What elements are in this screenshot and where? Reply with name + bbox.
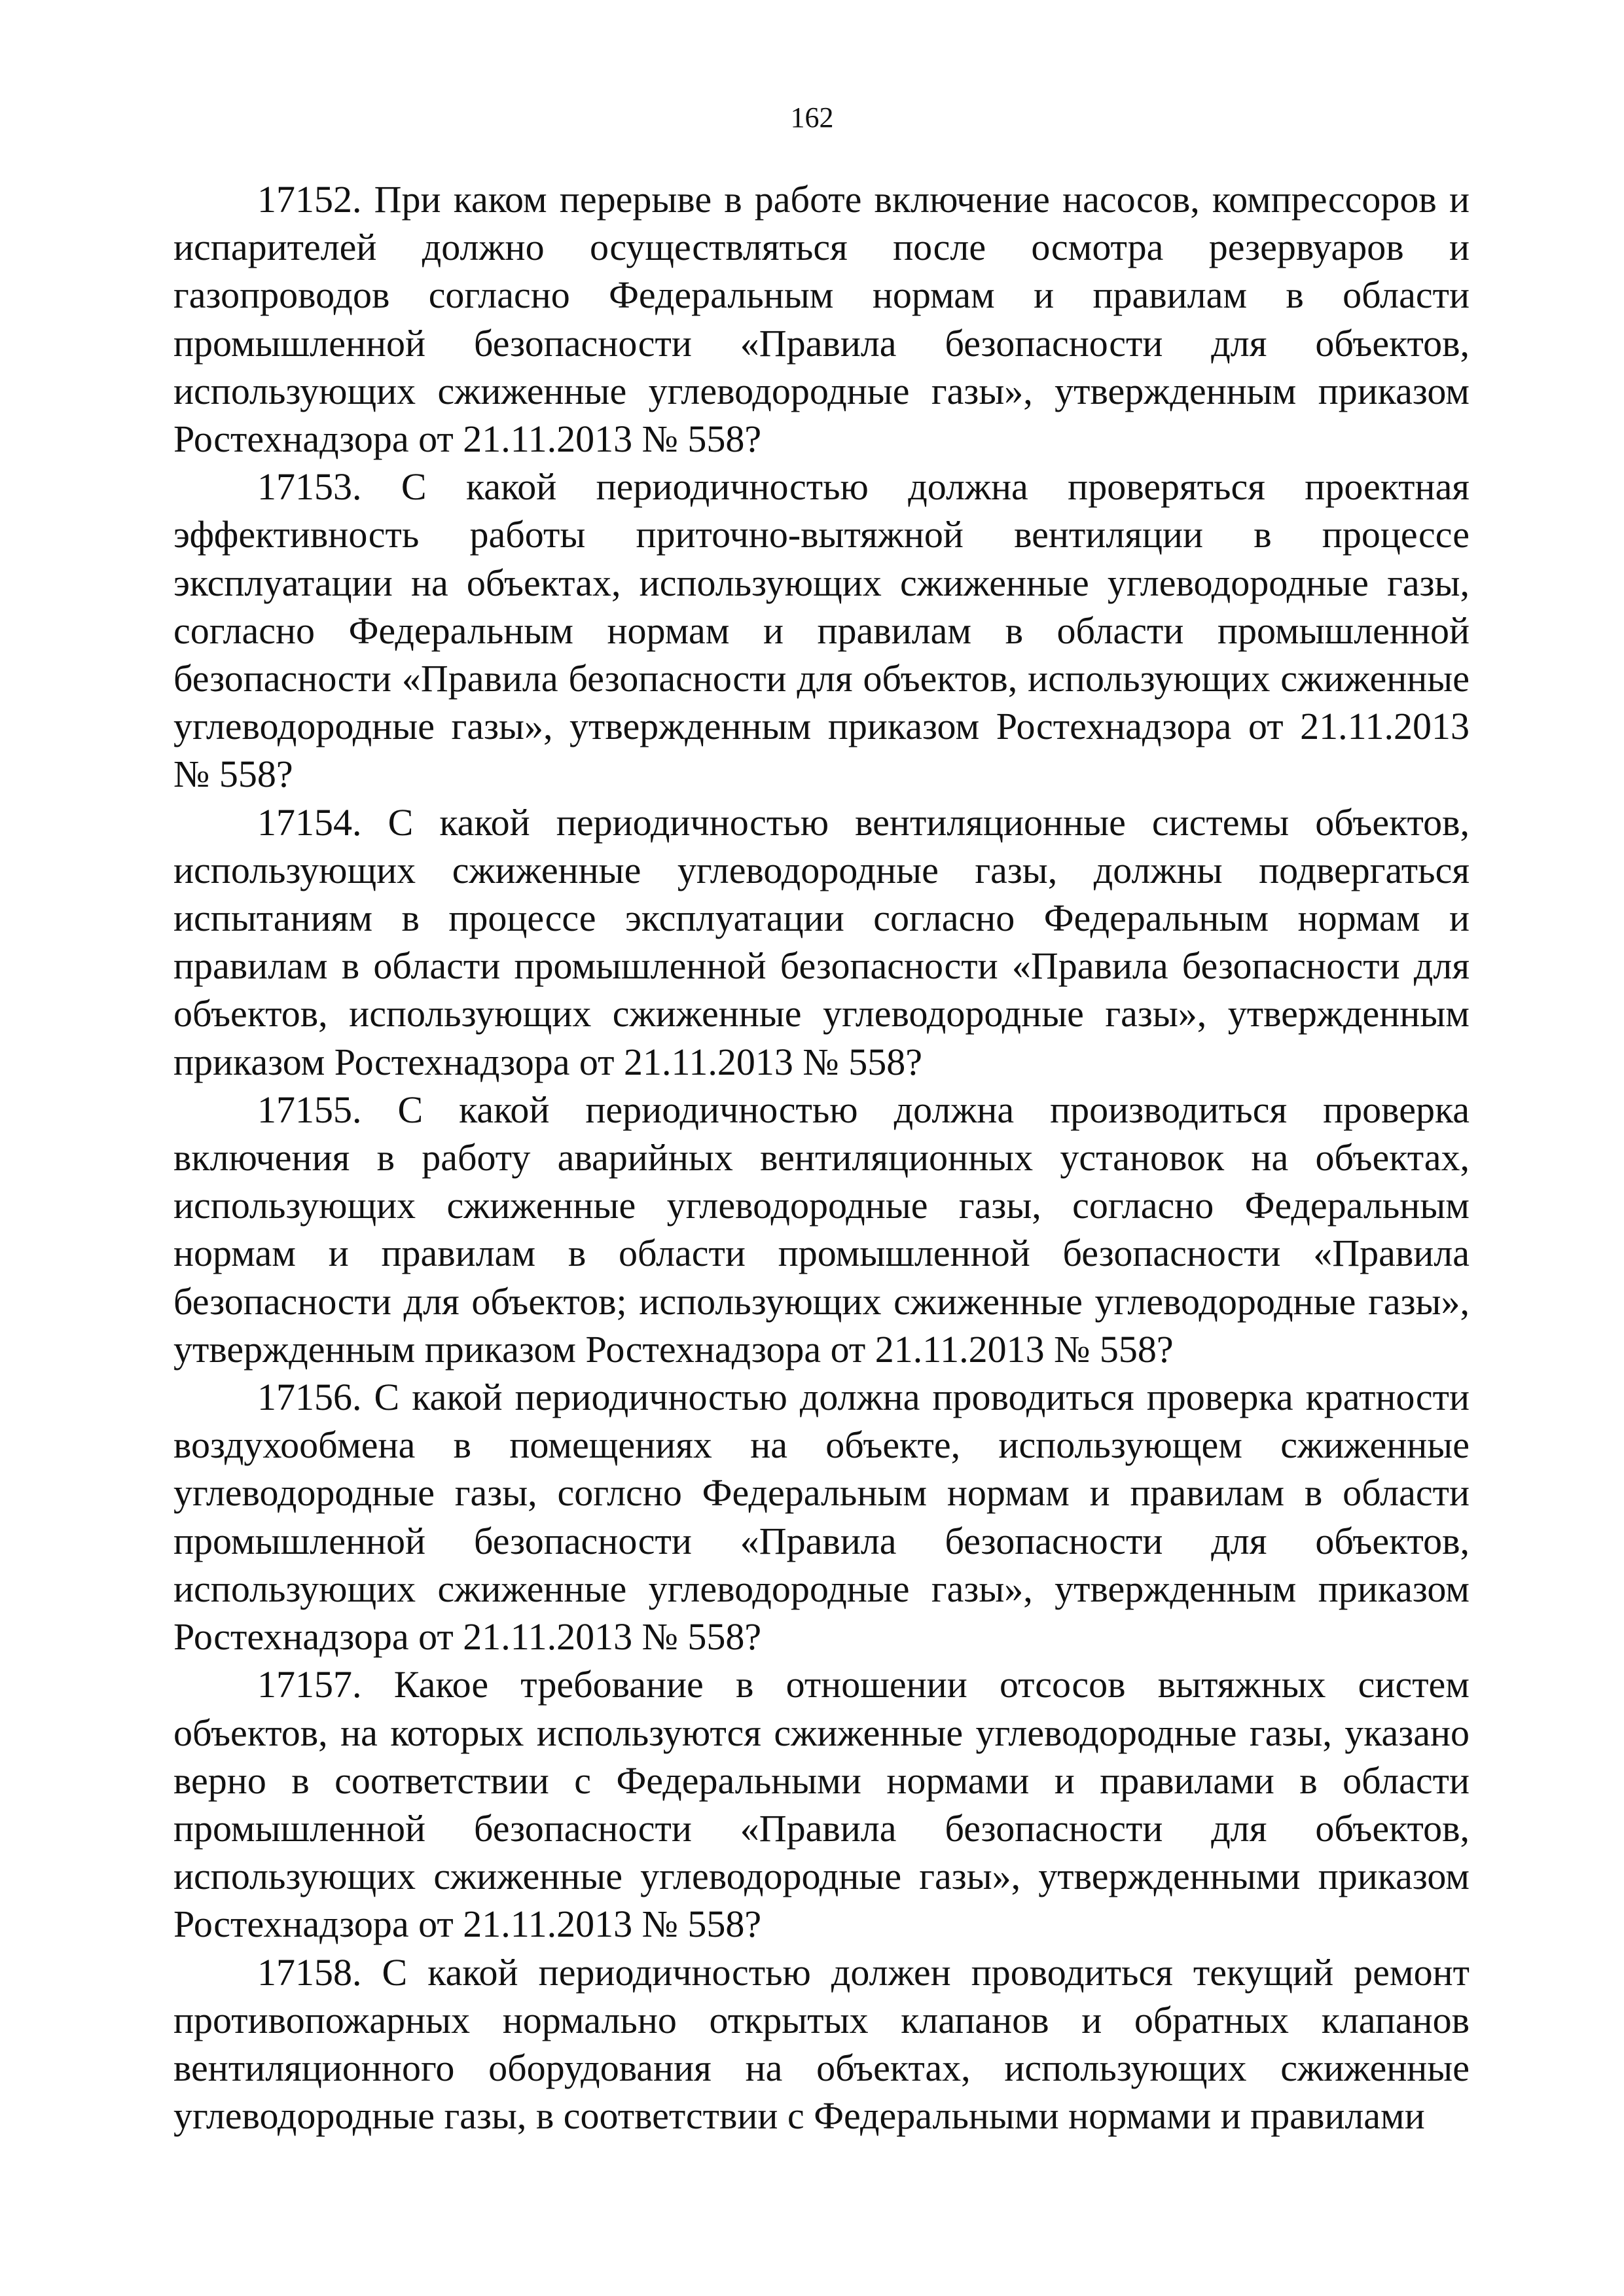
question-17155: 17155. С какой периодичностью должна производиться проверка включения в работу аварийных вентиляционных установок на объектах, использующих сжиженные углеводородные газы, согласно Федеральным нормам и правилам в области промышленной безопасности «Правила безопасности для объектов; использующих сжиженные углеводородные газы», утвержденным приказом Ростехнадзора от 21.11.2013 № 558? — [173, 1088, 1470, 1371]
page-number: 162 — [790, 101, 834, 134]
question-17158: 17158. С какой периодичностью должен проводиться текущий ремонт противопожарных нормально открытых клапанов и обратных клапанов вентиляционного оборудования на объектах, использующих сжиженные углеводородные газы, в соответствии с Федеральными нормами и правилами — [173, 1950, 1470, 2138]
question-17152: 17152. При каком перерыве в работе включение насосов, компрессоров и испарителей должно осуществляться после осмотра резервуаров и газопроводов согласно Федеральным нормам и правилам в области промышленной безопасности «Правила безопасности для объектов, использующих сжиженные углеводородные газы», утвержденным приказом Ростехнадзора от 21.11.2013 № 558? — [173, 178, 1470, 461]
question-17156: 17156. С какой периодичностью должна проводиться проверка кратности воздухообмена в помещениях на объекте, использующем сжиженные углеводородные газы, соглсно Федеральным нормам и правилам в области промышленной безопасности «Правила безопасности для объектов, использующих сжиженные углеводородные газы», утвержденным приказом Ростехнадзора от 21.11.2013 № 558? — [173, 1376, 1470, 1659]
question-list — [173, 175, 1470, 2140]
question-17154: 17154. С какой периодичностью вентиляционные системы объектов, использующих сжиженные углеводородные газы, должны подвергаться испытаниям в процессе эксплуатации согласно Федеральным нормам и правилам в области промышленной безопасности «Правила безопасности для объектов, использующих сжиженные углеводородные газы», утвержденным приказом Ростехнадзора от 21.11.2013 № 558? — [173, 800, 1470, 1083]
question-17153: 17153. С какой периодичностью должна проверяться проектная эффективность работы приточно-вытяжной вентиляции в процессе эксплуатации на объектах, использующих сжиженные углеводородные газы, согласно Федеральным нормам и правилам в области промышленной безопасности «Правила безопасности для объектов, использующих сжиженные углеводородные газы», утвержденным приказом Ростехнадзора от 21.11.2013 № 558? — [173, 465, 1470, 796]
question-17157: 17157. Какое требование в отношении отсосов вытяжных систем объектов, на которых используются сжиженные углеводородные газы, указано верно в соответствии с Федеральными нормами и правилами в области промышленной безопасности «Правила безопасности для объектов, использующих сжиженные углеводородные газы», утвержденными приказом Ростехнадзора от 21.11.2013 № 558? — [173, 1663, 1470, 1946]
